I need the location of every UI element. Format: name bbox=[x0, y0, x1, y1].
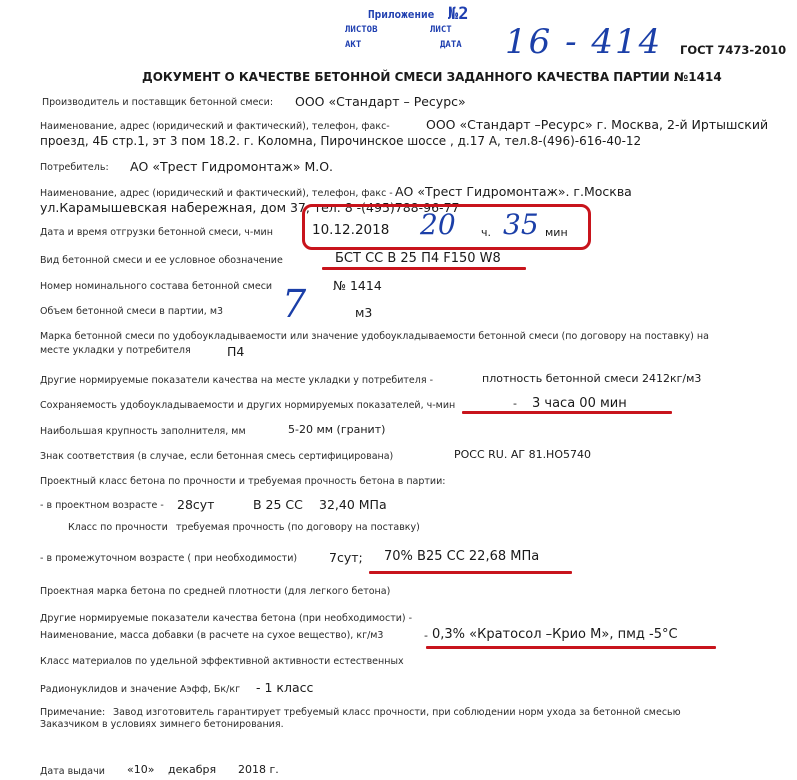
additives-value: 0,3% «Кратосол –Крио М», пмд -5°С bbox=[432, 627, 678, 642]
consumer-label: Потребитель: bbox=[40, 162, 109, 173]
radionuclides-value: - 1 класс bbox=[256, 680, 314, 695]
shipment-hours-unit: ч. bbox=[481, 226, 491, 239]
workability-value: П4 bbox=[227, 344, 245, 359]
note-line-2: Заказчиком в условиях зимнего бетонирования. bbox=[40, 719, 284, 730]
mix-type-label: Вид бетонной смеси и ее условное обозначение bbox=[40, 255, 283, 266]
issue-date-month: декабря bbox=[168, 763, 217, 776]
interim-age-label: - в промежуточном возрасте ( при необходимости) bbox=[40, 553, 298, 564]
other-indicators-value: плотность бетонной смеси 2412кг/м3 bbox=[482, 372, 702, 385]
shipment-label: Дата и время отгрузки бетонной смеси, ч-мин bbox=[40, 227, 273, 238]
producer-address-line2: проезд, 4Б стр.1, эт 3 пом 18.2. г. Коломна, Пирочинское шоссе , д.17 А, тел.8-(496)-616-40-12 bbox=[40, 134, 642, 148]
note-label: Примечание: bbox=[40, 707, 106, 718]
shipment-hours: 20 bbox=[420, 208, 456, 241]
design-age: 28сут bbox=[177, 497, 215, 512]
interim-strength-value: 70% В25 СС 22,68 МПа bbox=[384, 549, 540, 564]
consumer-address-label: Наименование, адрес (юридический и фактический), телефон, факс - bbox=[40, 188, 393, 199]
strength-class-label: Класс по прочности bbox=[68, 522, 168, 533]
volume-hand-value: 7 bbox=[282, 282, 307, 326]
sheets-label: ЛИСТОВ bbox=[345, 25, 378, 35]
other-indicators-label: Другие нормируемые показатели качества на месте укладки у потребителя - bbox=[40, 375, 434, 386]
additives-label-1: Другие нормируемые показатели качества бетона (при необходимости) - bbox=[40, 613, 413, 624]
date-label: ДАТА bbox=[440, 40, 462, 50]
workability-label-1: Марка бетонной смеси по удобоукладываемости или значение удобоукладываемости бетонной смеси (по договору на поставку) на bbox=[40, 331, 709, 342]
conformity-value: РОСС RU. АГ 81.НО5740 bbox=[454, 448, 591, 461]
document-title: ДОКУМЕНТ О КАЧЕСТВЕ БЕТОННОЙ СМЕСИ ЗАДАННОГО КАЧЕСТВА ПАРТИИ №1414 bbox=[142, 70, 722, 84]
workability-label-2: месте укладки у потребителя bbox=[40, 345, 191, 356]
producer-address-line1: ООО «Стандарт –Ресурс» г. Москва, 2-й Иртышский bbox=[426, 117, 769, 132]
required-strength-label: требуемая прочность (по договору на поставку) bbox=[176, 522, 420, 533]
mix-type-underline bbox=[322, 267, 526, 270]
appendix-number: №2 bbox=[448, 4, 469, 24]
producer-label: Производитель и поставщик бетонной смеси: bbox=[42, 97, 274, 108]
radionuclides-label: Радионуклидов и значение Аэфф, Бк/кг bbox=[40, 684, 241, 695]
aggregate-value: 5-20 мм (гранит) bbox=[288, 423, 386, 436]
shipment-date: 10.12.2018 bbox=[312, 222, 390, 238]
additives-dash: - bbox=[424, 629, 428, 642]
composition-label: Номер номинального состава бетонной смеси bbox=[40, 281, 273, 292]
retention-underline bbox=[462, 411, 672, 414]
issue-date-year: 2018 г. bbox=[238, 763, 279, 776]
issue-date-day: «10» bbox=[127, 763, 155, 776]
producer-address-label: Наименование, адрес (юридический и фактический), телефон, факс- bbox=[40, 121, 390, 132]
note-line-1: Завод изготовитель гарантирует требуемый класс прочности, при соблюдении норм ухода за бетонной смесью bbox=[113, 707, 681, 718]
retention-dash: - bbox=[513, 397, 517, 410]
shipment-minutes-unit: мин bbox=[545, 226, 568, 239]
aggregate-label: Наибольшая крупность заполнителя, мм bbox=[40, 426, 246, 437]
interim-strength-underline bbox=[369, 571, 572, 574]
gost-standard: ГОСТ 7473-2010 bbox=[680, 43, 787, 57]
handwritten-number: 16 - 414 bbox=[505, 22, 663, 62]
strength-heading: Проектный класс бетона по прочности и требуемая прочность бетона в партии: bbox=[40, 476, 446, 487]
design-age-label: - в проектном возрасте - bbox=[40, 500, 164, 511]
volume-label: Объем бетонной смеси в партии, м3 bbox=[40, 306, 224, 317]
act-label: АКТ bbox=[345, 40, 362, 50]
shipment-minutes: 35 bbox=[503, 208, 539, 241]
design-class: В 25 СС bbox=[253, 497, 303, 512]
retention-value: 3 часа 00 мин bbox=[532, 396, 627, 411]
consumer-address-line1: АО «Трест Гидромонтаж». г.Москва bbox=[395, 184, 632, 199]
interim-age: 7сут; bbox=[329, 550, 363, 565]
additives-underline bbox=[426, 646, 716, 649]
material-class-label: Класс материалов по удельной эффективной активности естественных bbox=[40, 656, 404, 667]
sheet-label: ЛИСТ bbox=[430, 25, 452, 35]
additives-label-2: Наименование, масса добавки (в расчете на сухое вещество), кг/м3 bbox=[40, 630, 384, 641]
conformity-label: Знак соответствия (в случае, если бетонная смесь сертифицирована) bbox=[40, 451, 394, 462]
design-strength: 32,40 МПа bbox=[319, 497, 387, 512]
appendix-label: Приложение bbox=[368, 8, 435, 21]
volume-unit: м3 bbox=[355, 305, 373, 320]
consumer-value: АО «Трест Гидромонтаж» М.О. bbox=[130, 159, 334, 174]
composition-value: № 1414 bbox=[333, 278, 382, 293]
producer-value: ООО «Стандарт – Ресурс» bbox=[295, 94, 466, 109]
consumer-address-line2: ул.Карамышевская набережная, дом 37, тел. 8 -(495)788-96-77 bbox=[40, 200, 460, 215]
retention-label: Сохраняемость удобоукладываемости и других нормируемых показателей, ч-мин bbox=[40, 400, 456, 411]
mix-type-value: БСТ СС В 25 П4 F150 W8 bbox=[335, 251, 501, 266]
issue-date-label: Дата выдачи bbox=[40, 766, 105, 777]
density-grade-label: Проектная марка бетона по средней плотности (для легкого бетона) bbox=[40, 586, 391, 597]
